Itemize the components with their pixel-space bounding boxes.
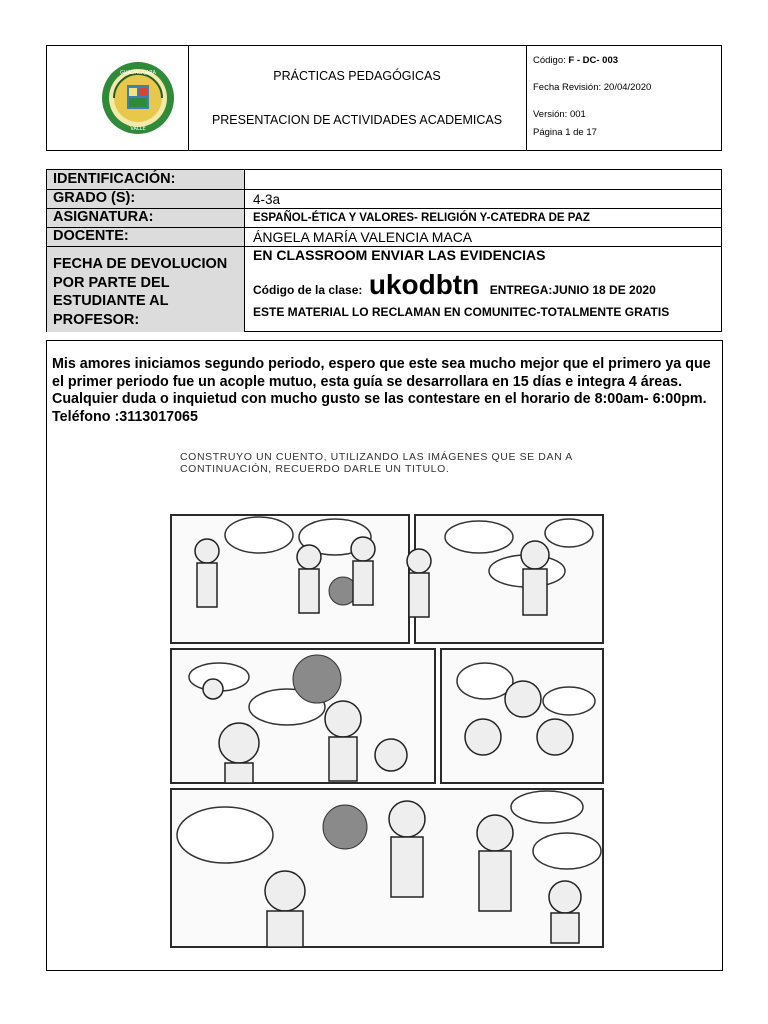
teacher-label: DOCENTE: — [47, 228, 245, 246]
page-number: Página 1 de 17 — [533, 127, 597, 138]
return-label: FECHA DE DEVOLUCION POR PARTE DEL ESTUDIANTE AL PROFESOR: — [47, 247, 245, 332]
revision-date: Fecha Revisión: 20/04/2020 — [533, 82, 652, 93]
class-code: ukodbtn — [368, 269, 480, 300]
title-cell — [188, 46, 527, 150]
identification-table — [46, 169, 722, 332]
document-subtitle: PRESENTACION DE ACTIVIDADES ACADEMICAS — [211, 113, 503, 127]
svg-text:GUADALAJARA: GUADALAJARA — [120, 70, 156, 76]
class-code-line — [253, 269, 656, 301]
identification-row — [47, 170, 721, 190]
delivery-date: ENTREGA:JUNIO 18 DE 2020 — [489, 283, 656, 297]
material-note: ESTE MATERIAL LO RECLAMAN EN COMUNITEC-TOTALMENTE GRATIS — [253, 305, 670, 319]
meta-cell — [526, 46, 721, 150]
svg-text:VALLE: VALLE — [130, 126, 146, 132]
teacher-value: ÁNGELA MARÍA VALENCIA MACA — [253, 229, 473, 245]
subject-value: ESPAÑOL-ÉTICA Y VALORES- RELIGIÓN Y-CATEDRA DE PAZ — [253, 212, 590, 224]
version: Versión: 001 — [533, 109, 586, 120]
logo-cell — [47, 46, 189, 150]
classroom-line: EN CLASSROOM ENVIAR LAS EVIDENCIAS — [253, 247, 546, 263]
identification-heading: IDENTIFICACIÓN: — [47, 170, 245, 189]
intro-paragraph: Mis amores iniciamos segundo periodo, espero que este sea mucho mejor que el primero ya que el primer periodo fue un acople mutuo, esta guía se desarrollara en 15 días e integra 4 áreas. Cualquier duda o inquietud con mucho gusto se las contestare en el horario de 8:00am- 6:00pm. Teléfono :3113017065 — [52, 356, 711, 425]
return-row — [47, 247, 721, 332]
task-instructions: CONSTRUYO UN CUENTO, UTILIZANDO LAS IMÁGENES QUE SE DAN A CONTINUACIÓN, RECUERDO DARLE UN TITULO. — [180, 451, 573, 475]
school-crest-icon — [100, 60, 176, 136]
subject-row — [47, 209, 721, 228]
subject-label: ASIGNATURA: — [47, 209, 245, 227]
document-code: Código: F - DC- 003 — [533, 55, 619, 66]
grade-value: 4-3a — [253, 192, 281, 207]
activity-box — [46, 340, 723, 971]
comic-strip-illustration — [167, 511, 607, 951]
class-code-label: Código de la clase: — [253, 283, 363, 297]
grade-row — [47, 190, 721, 209]
grade-label: GRADO (S): — [47, 190, 245, 208]
document-title: PRÁCTICAS PEDAGÓGICAS — [273, 69, 441, 83]
teacher-row — [47, 228, 721, 247]
document-header — [46, 45, 722, 151]
